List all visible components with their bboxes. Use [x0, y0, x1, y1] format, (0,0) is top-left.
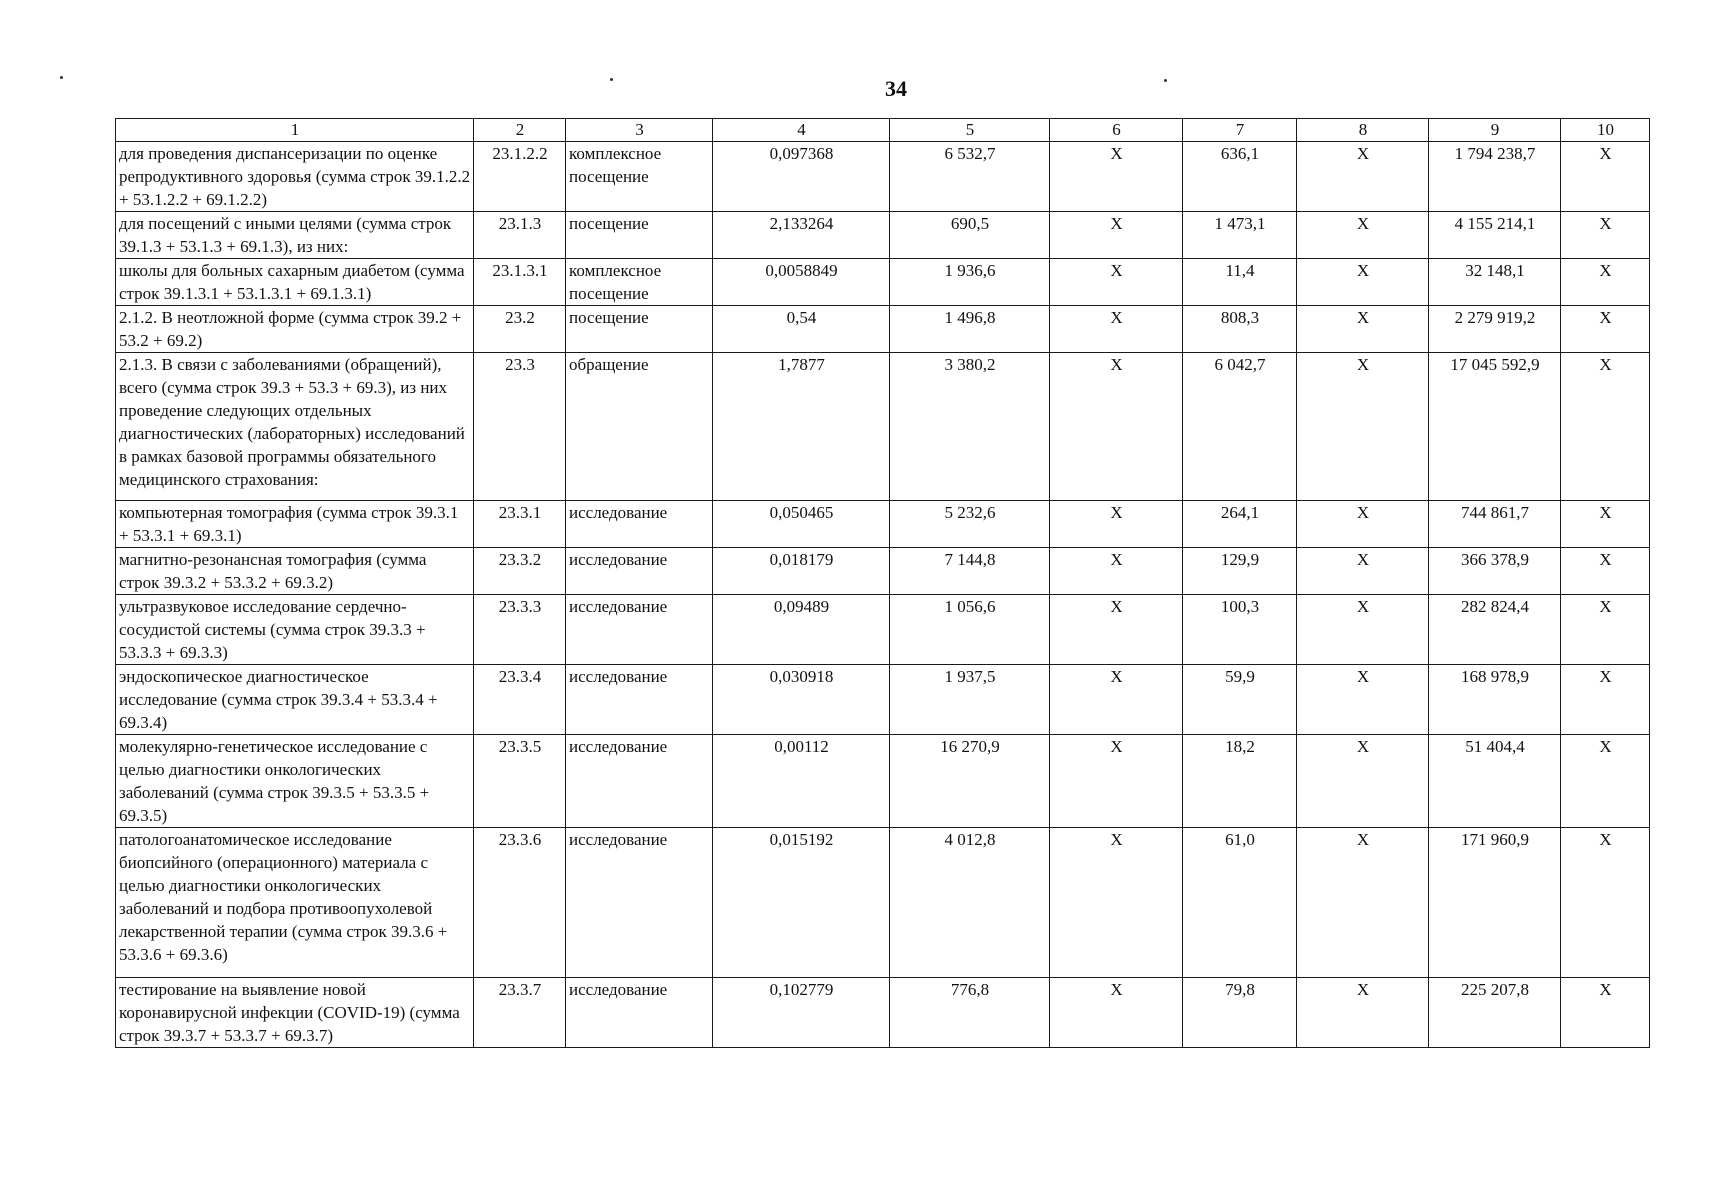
cell-col7: 808,3 — [1183, 306, 1297, 353]
cell-col5: 4 012,8 — [890, 828, 1050, 978]
row-code: 23.1.3.1 — [474, 259, 566, 306]
row-code: 23.3 — [474, 353, 566, 501]
row-name: для проведения диспансеризации по оценке репродуктивного здоровья (сумма строк 39.1.2.2 + 53.1.2.2 + 69.1.2.2) — [116, 142, 474, 212]
cell-col9: 17 045 592,9 — [1429, 353, 1561, 501]
cell-col10: X — [1561, 353, 1650, 501]
cell-col7: 6 042,7 — [1183, 353, 1297, 501]
cell-col5: 3 380,2 — [890, 353, 1050, 501]
cell-col6: X — [1050, 212, 1183, 259]
row-code: 23.3.5 — [474, 735, 566, 828]
data-table — [115, 118, 1650, 1048]
cell-col5: 7 144,8 — [890, 548, 1050, 595]
table-row — [116, 501, 1650, 548]
row-unit: комплексное посещение — [566, 259, 713, 306]
table-row — [116, 828, 1650, 978]
cell-col7: 61,0 — [1183, 828, 1297, 978]
table-header-row — [116, 119, 1650, 142]
cell-col9: 171 960,9 — [1429, 828, 1561, 978]
cell-col10: X — [1561, 735, 1650, 828]
cell-col9: 4 155 214,1 — [1429, 212, 1561, 259]
cell-col6: X — [1050, 595, 1183, 665]
table-row — [116, 212, 1650, 259]
page-number: 34 — [885, 76, 907, 101]
cell-col9: 744 861,7 — [1429, 501, 1561, 548]
cell-col9: 32 148,1 — [1429, 259, 1561, 306]
cell-col10: X — [1561, 142, 1650, 212]
row-name: компьютерная томография (сумма строк 39.3.1 + 53.3.1 + 69.3.1) — [116, 501, 474, 548]
cell-col6: X — [1050, 501, 1183, 548]
row-code: 23.1.2.2 — [474, 142, 566, 212]
column-header-2: 2 — [474, 119, 566, 142]
row-name: молекулярно-генетическое исследование с целью диагностики онкологических заболеваний (сумма строк 39.3.5 + 53.3.5 + 69.3.5) — [116, 735, 474, 828]
cell-col10: X — [1561, 828, 1650, 978]
cell-col8: X — [1297, 306, 1429, 353]
cell-col8: X — [1297, 353, 1429, 501]
column-header-7: 7 — [1183, 119, 1297, 142]
cell-col8: X — [1297, 212, 1429, 259]
cell-col10: X — [1561, 978, 1650, 1048]
cell-col7: 636,1 — [1183, 142, 1297, 212]
row-code: 23.3.2 — [474, 548, 566, 595]
cell-col10: X — [1561, 259, 1650, 306]
cell-col7: 100,3 — [1183, 595, 1297, 665]
row-code: 23.3.7 — [474, 978, 566, 1048]
cell-col4: 0,050465 — [713, 501, 890, 548]
cell-col4: 0,097368 — [713, 142, 890, 212]
column-header-10: 10 — [1561, 119, 1650, 142]
cell-col7: 11,4 — [1183, 259, 1297, 306]
cell-col4: 0,54 — [713, 306, 890, 353]
cell-col8: X — [1297, 142, 1429, 212]
cell-col8: X — [1297, 548, 1429, 595]
scan-speck — [60, 76, 63, 79]
column-header-9: 9 — [1429, 119, 1561, 142]
cell-col4: 0,00112 — [713, 735, 890, 828]
row-name: школы для больных сахарным диабетом (сумма строк 39.1.3.1 + 53.1.3.1 + 69.1.3.1) — [116, 259, 474, 306]
row-name: тестирование на выявление новой коронавирусной инфекции (COVID-19) (сумма строк 39.3.7 + 53.3.7 + 69.3.7) — [116, 978, 474, 1048]
column-header-1: 1 — [116, 119, 474, 142]
cell-col10: X — [1561, 548, 1650, 595]
table-row — [116, 595, 1650, 665]
row-unit: исследование — [566, 828, 713, 978]
row-name: магнитно-резонансная томография (сумма строк 39.3.2 + 53.3.2 + 69.3.2) — [116, 548, 474, 595]
cell-col6: X — [1050, 978, 1183, 1048]
row-unit: комплексное посещение — [566, 142, 713, 212]
cell-col7: 1 473,1 — [1183, 212, 1297, 259]
cell-col8: X — [1297, 259, 1429, 306]
cell-col5: 1 936,6 — [890, 259, 1050, 306]
row-name: для посещений с иными целями (сумма строк 39.1.3 + 53.1.3 + 69.1.3), из них: — [116, 212, 474, 259]
row-unit: исследование — [566, 548, 713, 595]
column-header-3: 3 — [566, 119, 713, 142]
row-code: 23.3.4 — [474, 665, 566, 735]
cell-col10: X — [1561, 501, 1650, 548]
cell-col10: X — [1561, 212, 1650, 259]
cell-col5: 1 056,6 — [890, 595, 1050, 665]
column-header-8: 8 — [1297, 119, 1429, 142]
cell-col7: 59,9 — [1183, 665, 1297, 735]
cell-col6: X — [1050, 353, 1183, 501]
row-unit: исследование — [566, 735, 713, 828]
cell-col8: X — [1297, 735, 1429, 828]
cell-col5: 1 496,8 — [890, 306, 1050, 353]
column-header-5: 5 — [890, 119, 1050, 142]
table-row — [116, 735, 1650, 828]
cell-col8: X — [1297, 501, 1429, 548]
table-row — [116, 142, 1650, 212]
row-unit: исследование — [566, 595, 713, 665]
cell-col6: X — [1050, 548, 1183, 595]
row-code: 23.2 — [474, 306, 566, 353]
cell-col4: 0,09489 — [713, 595, 890, 665]
table-row — [116, 978, 1650, 1048]
cell-col4: 0,102779 — [713, 978, 890, 1048]
cell-col6: X — [1050, 665, 1183, 735]
row-code: 23.3.1 — [474, 501, 566, 548]
cell-col9: 1 794 238,7 — [1429, 142, 1561, 212]
table-row — [116, 306, 1650, 353]
cell-col6: X — [1050, 735, 1183, 828]
cell-col6: X — [1050, 306, 1183, 353]
row-name: патологоанатомическое исследование биопсийного (операционного) материала с целью диагностики онкологических заболеваний и подбора противоопухолевой лекарственной терапии (сумма строк 39.3.6 + 53.3.6 + 69.3.6) — [116, 828, 474, 978]
cell-col6: X — [1050, 142, 1183, 212]
cell-col4: 0,0058849 — [713, 259, 890, 306]
cell-col9: 168 978,9 — [1429, 665, 1561, 735]
row-name: 2.1.3. В связи с заболеваниями (обращений), всего (сумма строк 39.3 + 53.3 + 69.3), из них проведение следующих отдельных диагностических (лабораторных) исследований в рамках базовой программы обязательного медицинского страхования: — [116, 353, 474, 501]
row-code: 23.3.3 — [474, 595, 566, 665]
cell-col6: X — [1050, 828, 1183, 978]
row-unit: посещение — [566, 306, 713, 353]
cell-col7: 264,1 — [1183, 501, 1297, 548]
row-unit: обращение — [566, 353, 713, 501]
row-name: 2.1.2. В неотложной форме (сумма строк 39.2 + 53.2 + 69.2) — [116, 306, 474, 353]
cell-col10: X — [1561, 306, 1650, 353]
cell-col10: X — [1561, 595, 1650, 665]
cell-col5: 16 270,9 — [890, 735, 1050, 828]
row-code: 23.1.3 — [474, 212, 566, 259]
cell-col8: X — [1297, 665, 1429, 735]
cell-col5: 6 532,7 — [890, 142, 1050, 212]
cell-col8: X — [1297, 595, 1429, 665]
cell-col9: 51 404,4 — [1429, 735, 1561, 828]
row-unit: исследование — [566, 665, 713, 735]
cell-col9: 366 378,9 — [1429, 548, 1561, 595]
table-row — [116, 665, 1650, 735]
row-unit: посещение — [566, 212, 713, 259]
cell-col9: 225 207,8 — [1429, 978, 1561, 1048]
cell-col9: 2 279 919,2 — [1429, 306, 1561, 353]
cell-col5: 690,5 — [890, 212, 1050, 259]
scan-speck — [1164, 79, 1167, 82]
cell-col8: X — [1297, 978, 1429, 1048]
row-unit: исследование — [566, 978, 713, 1048]
cell-col5: 1 937,5 — [890, 665, 1050, 735]
table-body — [116, 142, 1650, 1048]
row-code: 23.3.6 — [474, 828, 566, 978]
cell-col4: 2,133264 — [713, 212, 890, 259]
table-row — [116, 548, 1650, 595]
scan-speck — [610, 78, 613, 81]
cell-col5: 776,8 — [890, 978, 1050, 1048]
cell-col4: 0,030918 — [713, 665, 890, 735]
table-row — [116, 259, 1650, 306]
column-header-6: 6 — [1050, 119, 1183, 142]
cell-col6: X — [1050, 259, 1183, 306]
column-header-4: 4 — [713, 119, 890, 142]
cell-col9: 282 824,4 — [1429, 595, 1561, 665]
cell-col4: 1,7877 — [713, 353, 890, 501]
cell-col4: 0,015192 — [713, 828, 890, 978]
row-name: ультразвуковое исследование сердечно-сосудистой системы (сумма строк 39.3.3 + 53.3.3 + 69.3.3) — [116, 595, 474, 665]
cell-col4: 0,018179 — [713, 548, 890, 595]
table-row — [116, 353, 1650, 501]
cell-col10: X — [1561, 665, 1650, 735]
cell-col7: 79,8 — [1183, 978, 1297, 1048]
row-name: эндоскопическое диагностическое исследование (сумма строк 39.3.4 + 53.3.4 + 69.3.4) — [116, 665, 474, 735]
cell-col7: 129,9 — [1183, 548, 1297, 595]
cell-col8: X — [1297, 828, 1429, 978]
row-unit: исследование — [566, 501, 713, 548]
cell-col7: 18,2 — [1183, 735, 1297, 828]
cell-col5: 5 232,6 — [890, 501, 1050, 548]
